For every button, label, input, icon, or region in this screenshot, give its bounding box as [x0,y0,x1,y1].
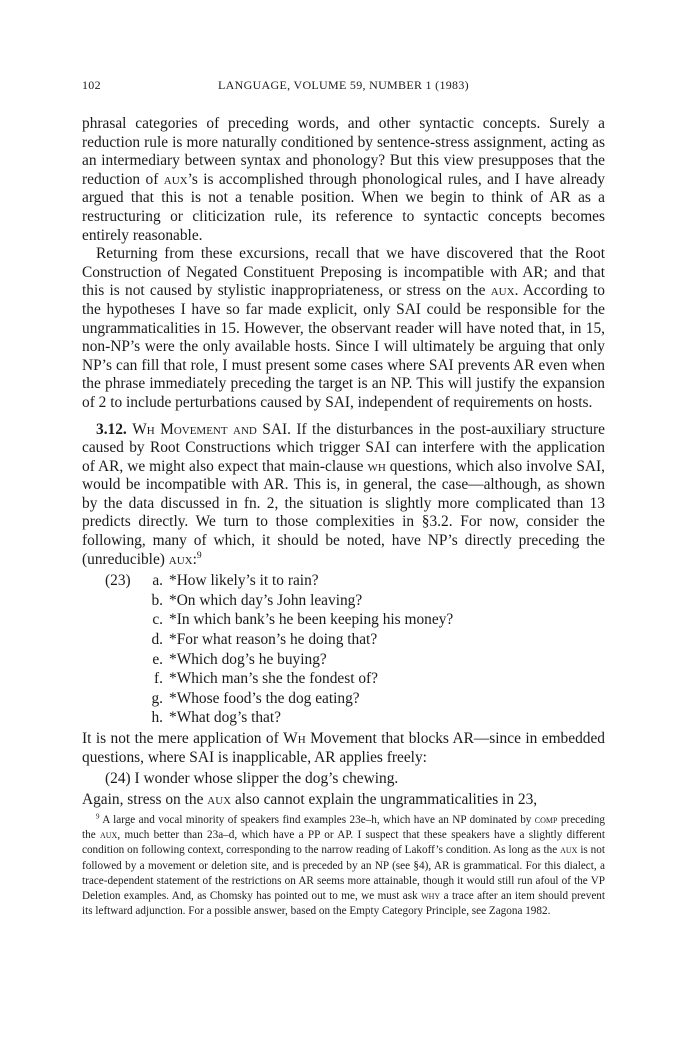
example-text: *What dog’s that? [169,709,281,727]
footnote-9 [82,813,605,919]
example-letter: e. [152,650,163,668]
text-span: questions, which also involve SAI, would be incompatible with AR. This is, in general, the case—although, as shown by the data discussed in fn. 2, the situation is slightly more complicated than 13 predicts directly. We turn to those complexities in §3.2. For now, consider the following, many of which, it should be noted, have NP’s directly preceding the (unreducible) [82,457,605,568]
text-span: A large and vocal minority of speakers find examples 23e–h, which have an NP dominated by [99,814,535,826]
page-number: 102 [82,78,101,92]
example-item [82,571,605,591]
example-letter: g. [151,689,163,707]
text-span: a trace after an item should prevent its leftward adjunction. For a possible answer, based on the Empty Category Principle, see Zagona 1982. [82,890,606,918]
example-item [82,650,605,670]
example-item [82,591,605,611]
aux-smallcaps: aux [560,844,578,857]
text-span: Returning from these excursions, recall that we have discovered that the Root Construction of Negated Constituent Preposing is incompatible with AR; and that this is not caused by stylistic inappropriateness, or stress on the [82,245,605,300]
text-span: phrasal categories of preceding words, and other syntactic concepts. Surely a reduction rule is more naturally conditioned by sentence-stress assignment, acting as an intermediary between syntax and phonology? But this view presupposes that the reduction of [82,115,605,188]
footnote-reference: 9 [196,549,202,561]
example-letter: c. [152,611,163,629]
example-text: *In which bank’s he been keeping his money? [169,611,454,629]
example-letter: b. [151,591,163,609]
example-24 [82,769,605,789]
example-letter: f. [154,670,163,688]
example-letter: a. [152,572,163,590]
text-span: is not followed by a movement or deletion site, and is preceded by an NP (see §4), AR is grammatical. For this dialect, a trace-dependent statement of the restrictions on AR seems more attainable, though it would still run afoul of the VP Deletion examples. And, as Chomsky has pointed out to me, we must ask [82,844,605,903]
aux-smallcaps: aux [490,282,515,300]
aux-smallcaps: aux [207,791,232,809]
example-number: (23) [105,572,131,590]
example-item [82,669,605,689]
text-span: , much better than 23a–d, which have a PP or AP. I suspect that these speakers have a slightly different condition on following context, corresponding to the narrow reading of Lakoff’s condition. As long as the [82,829,605,857]
paragraph-1 [82,115,605,245]
example-text: *On which day’s John leaving? [169,591,363,609]
text-span: Movement that blocks AR—since in embedded questions, where SAI is inapplicable, AR applies freely: [82,730,605,766]
section-number: 3.12. [96,420,127,438]
text-span: It is not the mere application of [82,730,284,747]
running-title: LANGUAGE, VOLUME 59, NUMBER 1 (1983) [218,78,469,92]
text-span: . According to the hypotheses I have so far made explicit, only SAI could be responsible for the ungrammaticalities in 15. However, the observant reader will have noted that, in 15, non-NP’s were the only available hosts. Since I will ultimately be arguing that only NP’s can fill that role, I must present some cases where SAI prevents AR even when the phrase immediately preceding the target is an NP. This will justify the expansion of 2 to include perturbations caused by SAI, independent of requirements on hosts. [82,282,605,411]
paragraph-2 [82,245,605,412]
paragraph-4 [82,730,605,767]
example-text: *For what reason’s he doing that? [169,631,378,649]
section-title-wh: Wh [132,420,155,438]
example-text: *How likely’s it to rain? [169,572,319,590]
example-item [82,630,605,650]
example-number: (24) [105,770,131,788]
text-span: preceding the [82,814,605,842]
section-3-12-paragraph [82,421,605,570]
example-item [82,708,605,728]
text-span: Again, stress on the [82,791,208,809]
text-span: ’s is accomplished through phonological rules, and I have already argued that this is not a tenable position. When we begin to think of AR as a restructuring or cliticization rule, its reference to syntactic concepts becomes entirely reasonable. [82,170,606,244]
example-23 [82,571,605,728]
text-span: If the disturbances in the post-auxiliary structure caused by Root Constructions which trigger SAI can interfere with the application of AR, we might also expect that main-clause [82,420,605,475]
footnote [82,813,605,919]
wh-smallcaps: wh [367,457,386,475]
aux-smallcaps: aux [163,170,188,188]
example-text: *Whose food’s the dog eating? [169,689,360,707]
section-title-rest: Movement and [160,420,257,438]
section-title-sai: SAI. [262,420,291,438]
example-text: I wonder whose slipper the dog’s chewing. [134,770,399,788]
example-text: *Which man’s she the fondest of? [169,670,378,688]
why-smallcaps: why [421,890,441,903]
text-span: also cannot explain the ungrammaticalities in 23, [231,791,538,809]
page-header [82,78,605,98]
aux-smallcaps: aux [168,550,193,568]
example-letter: h. [151,709,163,727]
aux-smallcaps: aux [100,829,118,842]
example-item [82,610,605,630]
wh-smallcaps: Wh [283,730,306,747]
example-text: *Which dog’s he buying? [169,650,327,668]
comp-smallcaps: comp [534,814,558,826]
example-item [82,689,605,709]
paragraph-5 [82,791,605,810]
footnote-mark: 9 [96,812,100,821]
text-span: : [192,550,197,568]
main-text [82,115,605,810]
example-letter: d. [151,631,163,649]
